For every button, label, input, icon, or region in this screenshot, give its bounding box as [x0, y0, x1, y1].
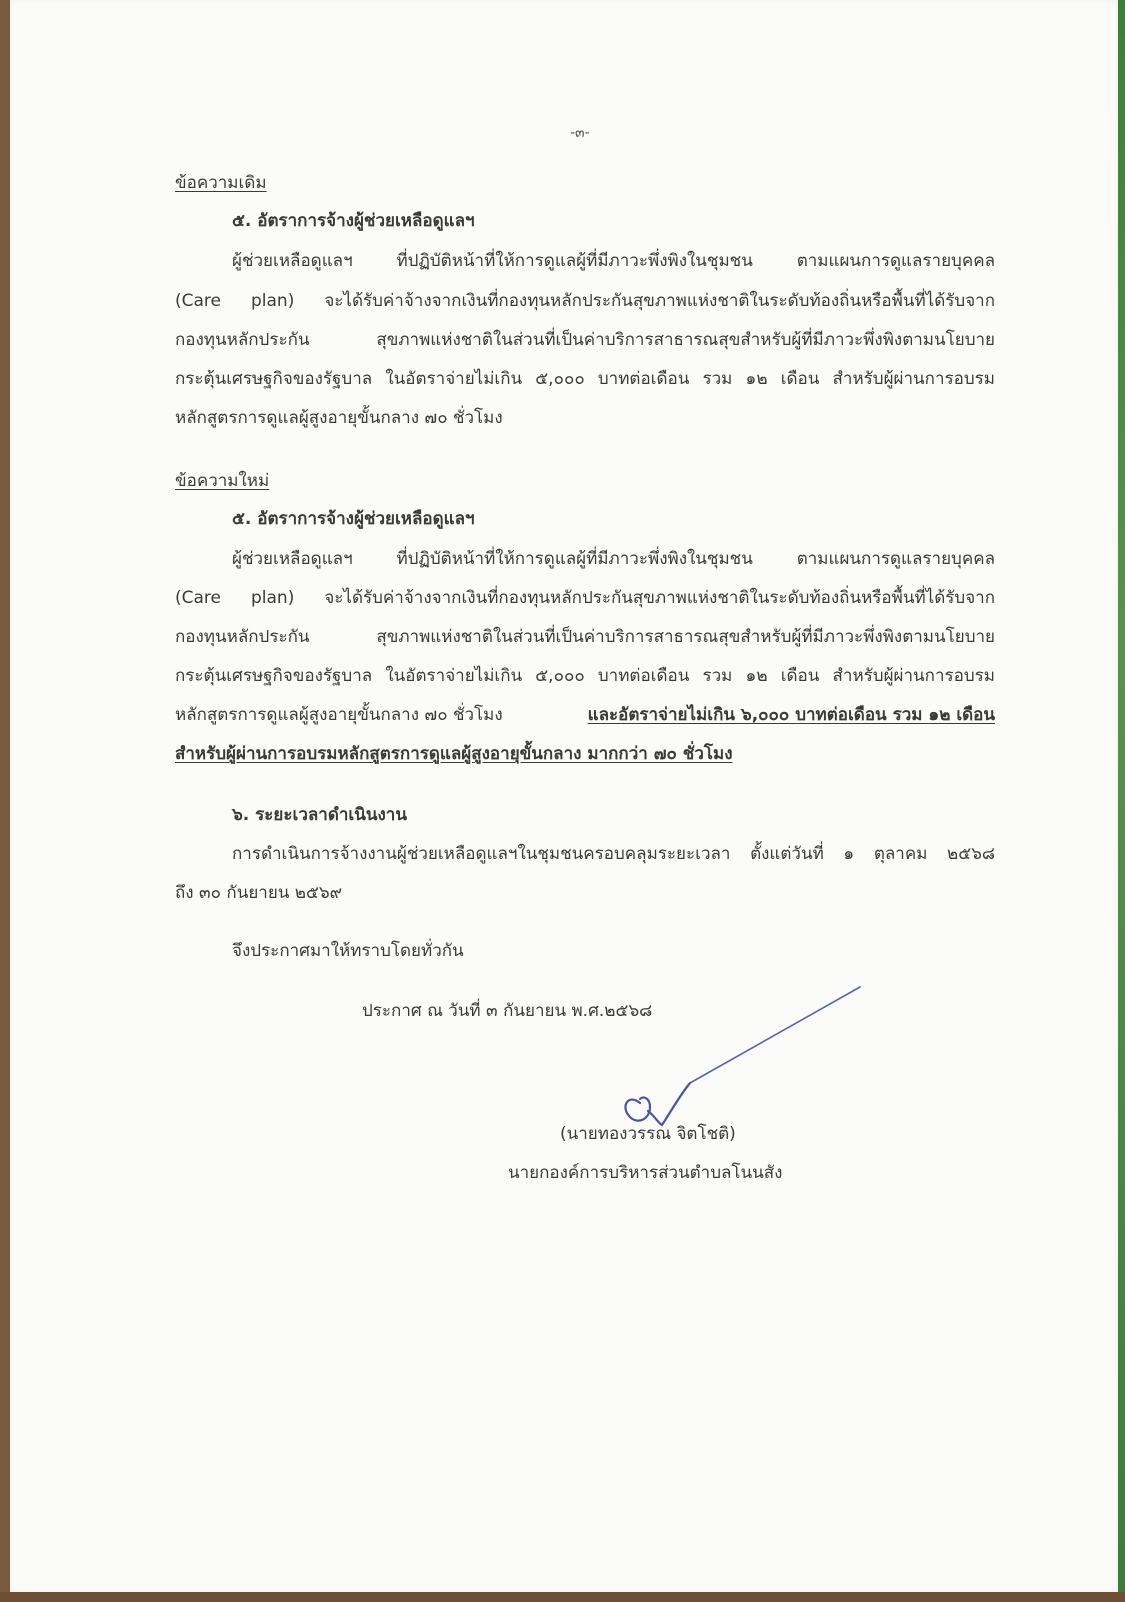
- revised-line-5: [175, 704, 995, 726]
- duration-line-2: ถึง ๓๐ กันยายน ๒๕๖๙: [175, 883, 343, 903]
- original-section-title: ๕. อัตราการจ้างผู้ช่วยเหลือดูแลฯ: [232, 211, 475, 231]
- signatory-position: นายกองค์การบริหารส่วนตำบลโนนสัง: [508, 1163, 783, 1183]
- signatory-name: (นายทองวรรณ จิตโชติ): [560, 1124, 736, 1144]
- original-line-2: (Care plan) จะได้รับค่าจ้างจากเงินที่กองทุนหลักประกันสุขภาพแห่งชาติในระดับท้องถิ่นหรือพื้นที่ได้รับจาก: [175, 291, 995, 311]
- original-line-1: ผู้ช่วยเหลือดูแลฯ ที่ปฏิบัติหน้าที่ให้การดูแลผู้ที่มีภาวะพึ่งพิงในชุมชน ตามแผนการดูแลรายบุคคล: [232, 251, 995, 271]
- document-page: [10, 0, 1118, 1592]
- green-edge: [1118, 0, 1125, 1602]
- revised-line-5-plain: หลักสูตรการดูแลผู้สูงอายุขั้นกลาง ๗๐ ชั่วโมง: [175, 705, 503, 725]
- revised-line-2: (Care plan) จะได้รับค่าจ้างจากเงินที่กองทุนหลักประกันสุขภาพแห่งชาติในระดับท้องถิ่นหรือพื้นที่ได้รับจาก: [175, 588, 995, 608]
- bottom-edge: [0, 1592, 1125, 1602]
- revised-line-5-amendment: และอัตราจ่ายไม่เกิน ๖,๐๐๐ บาทต่อเดือน รวม ๑๒ เดือน: [587, 705, 995, 725]
- revised-line-6-amendment: สำหรับผู้ผ่านการอบรมหลักสูตรการดูแลผู้สูงอายุขั้นกลาง มากกว่า ๗๐ ชั่วโมง: [175, 744, 733, 764]
- revised-heading: ข้อความใหม่: [175, 471, 270, 491]
- page-number: -๓-: [570, 125, 590, 141]
- original-line-5: หลักสูตรการดูแลผู้สูงอายุขั้นกลาง ๗๐ ชั่วโมง: [175, 408, 503, 428]
- original-line-4: กระตุ้นเศรษฐกิจของรัฐบาล ในอัตราจ่ายไม่เกิน ๕,๐๐๐ บาทต่อเดือน รวม ๑๒ เดือน สำหรับผู้ผ่านการอบรม: [175, 369, 995, 389]
- duration-section-title: ๖. ระยะเวลาดำเนินงาน: [232, 805, 407, 825]
- revised-line-1: ผู้ช่วยเหลือดูแลฯ ที่ปฏิบัติหน้าที่ให้การดูแลผู้ที่มีภาวะพึ่งพิงในชุมชน ตามแผนการดูแลรายบุคคล: [232, 549, 995, 569]
- announcement-date: ประกาศ ณ วันที่ ๓ กันยายน พ.ศ.๒๕๖๘: [362, 1001, 653, 1021]
- revised-line-3: กองทุนหลักประกัน สุขภาพแห่งชาติในส่วนที่เป็นค่าบริการสาธารณสุขสำหรับผู้ที่มีภาวะพึ่งพิงตามนโยบาย: [175, 627, 995, 647]
- duration-line-1: การดำเนินการจ้างงานผู้ช่วยเหลือดูแลฯในชุมชนครอบคลุมระยะเวลา ตั้งแต่วันที่ ๑ ตุลาคม ๒๕๖๘: [232, 844, 995, 864]
- announcement-text: จึงประกาศมาให้ทราบโดยทั่วกัน: [232, 941, 464, 961]
- original-heading: ข้อความเดิม: [175, 173, 267, 193]
- revised-section-title: ๕. อัตราการจ้างผู้ช่วยเหลือดูแลฯ: [232, 509, 475, 529]
- original-line-3: กองทุนหลักประกัน สุขภาพแห่งชาติในส่วนที่เป็นค่าบริการสาธารณสุขสำหรับผู้ที่มีภาวะพึ่งพิงตามนโยบาย: [175, 330, 995, 350]
- revised-line-4: กระตุ้นเศรษฐกิจของรัฐบาล ในอัตราจ่ายไม่เกิน ๕,๐๐๐ บาทต่อเดือน รวม ๑๒ เดือน สำหรับผู้ผ่านการอบรม: [175, 666, 995, 686]
